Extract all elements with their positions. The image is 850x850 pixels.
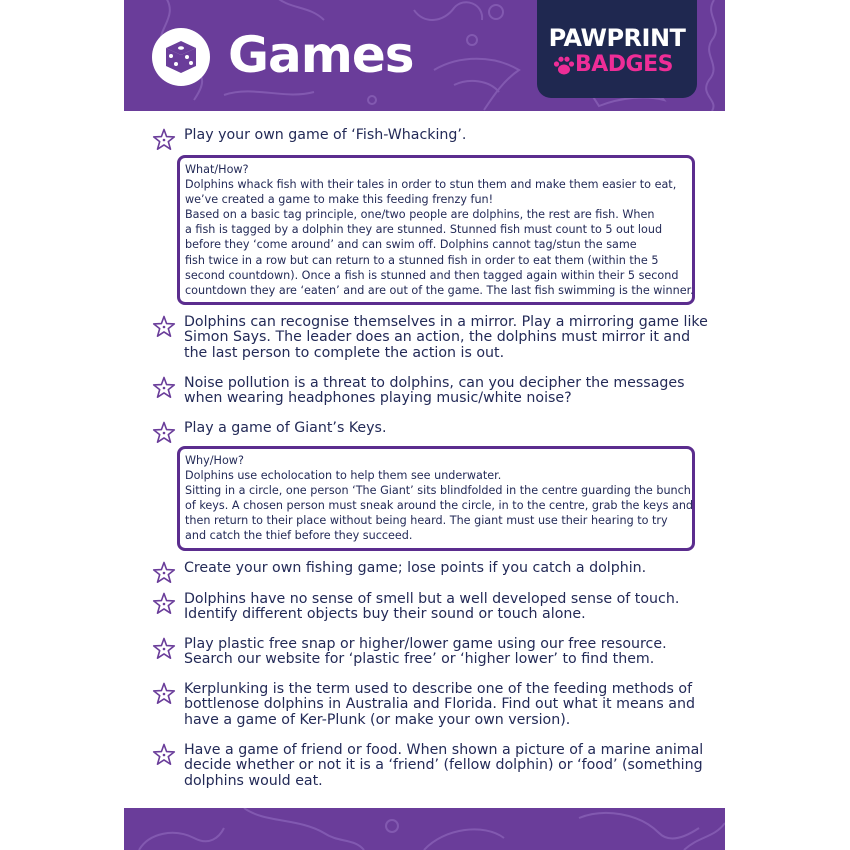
starfish-icon [152, 637, 176, 661]
footer-banner [124, 808, 725, 850]
info-box [177, 155, 695, 305]
info-box-heading: Why/How? [185, 454, 244, 467]
starfish-icon [152, 128, 176, 152]
item-text: Create your own fishing game; lose points if you catch a dolphin. [184, 560, 647, 576]
info-box-line: and catch the thief before they succeed. [185, 529, 413, 543]
activity-sheet [124, 0, 725, 850]
item-text: Dolphins have no sense of smell but a well developed sense of touch. Identify different objects buy their sound or touch alone. [184, 591, 680, 623]
item-text: Play plastic free snap or higher/lower game using our free resource. Search our website for ‘plastic free’ or ‘higher lower’ to find them. [184, 636, 667, 668]
item-text: Dolphins can recognise themselves in a mirror. Play a mirroring game like Simon Says. The leader does an action, the dolphins must mirror it and the last person to complete the action is out. [184, 314, 708, 361]
paw-icon [553, 56, 575, 76]
starfish-icon [152, 315, 176, 339]
starfish-icon [152, 682, 176, 706]
item-text: Play your own game of ‘Fish-Whacking’. [184, 127, 467, 143]
item-text: Have a game of friend or food. When shown a picture of a marine animal decide whether or not it is a ‘friend’ (fellow dolphin) or ‘food’ (something dolphins would eat. [184, 742, 704, 789]
dice-icon [152, 28, 210, 86]
info-box-line: Based on a basic tag principle, one/two people are dolphins, the rest are fish. When [185, 208, 655, 222]
info-box-line: a fish is tagged by a dolphin they are stunned. Stunned fish must count to 5 out loud [185, 223, 663, 237]
item-text: Noise pollution is a threat to dolphins, can you decipher the messages when wearing headphones playing music/white noise? [184, 375, 685, 407]
info-box [177, 446, 695, 551]
info-box-line: Dolphins use echolocation to help them see underwater. [185, 469, 502, 483]
info-box-line: before they ‘come around’ and can swim off. Dolphins cannot tag/stun the same [185, 238, 637, 252]
item-text: Play a game of Giant’s Keys. [184, 420, 387, 436]
item-text: Kerplunking is the term used to describe one of the feeding methods of bottlenose dolphins in Australia and Florida. Find out what it means and have a game of Ker-Plunk (or make your own version). [184, 681, 695, 728]
info-box-text [180, 449, 692, 548]
info-box-text [180, 158, 692, 302]
starfish-icon [152, 592, 176, 616]
starfish-icon [152, 743, 176, 767]
info-box-line: Sitting in a circle, one person ‘The Giant’ sits blindfolded in the centre guarding the bunch [185, 484, 691, 498]
info-box-line: we’ve created a game to make this feeding frenzy fun! [185, 193, 494, 207]
info-box-line: countdown they are ‘eaten’ and are out of the game. The last fish swimming is the winner. [185, 283, 694, 297]
info-box-line: second countdown). Once a fish is stunned and then tagged again within their 5 second [185, 268, 679, 282]
starfish-icon [152, 421, 176, 445]
brand-logo-bottom: BADGES [575, 52, 673, 77]
brand-logo-top: PAWPRINT [548, 24, 686, 52]
header-banner [124, 0, 725, 111]
info-box-line: of keys. A chosen person must sneak around the circle, in to the centre, grab the keys and [185, 499, 694, 513]
info-box-heading: What/How? [185, 163, 249, 176]
info-box-line: then return to their place without being heard. The giant must use their hearing to try [185, 514, 668, 528]
footer-decoration [124, 808, 725, 850]
brand-logo [537, 0, 697, 98]
starfish-icon [152, 376, 176, 400]
page-title: Games [228, 26, 414, 84]
info-box-line: Dolphins whack fish with their tales in order to stun them and make them easier to eat, [185, 178, 677, 192]
starfish-icon [152, 561, 176, 585]
info-box-line: fish twice in a row but can return to a stunned fish in order to eat them (within the 5 [185, 253, 659, 267]
